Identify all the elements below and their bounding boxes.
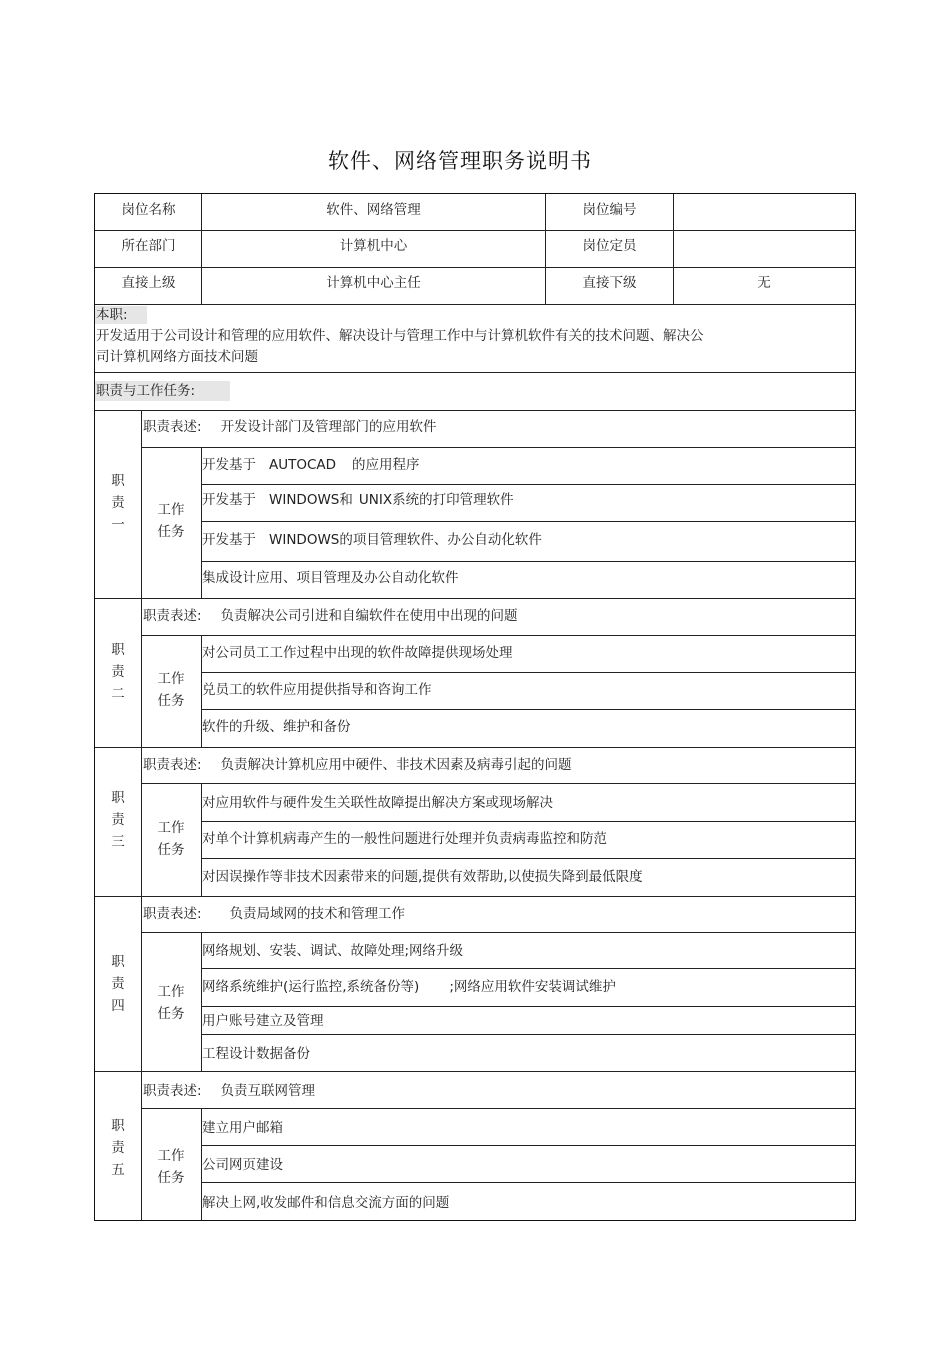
page-title: 软件、网络管理职务说明书 [328,149,592,173]
duty-4-label: 职 责 四 [111,954,125,1014]
grid-line [142,635,855,636]
duty-1-task-2: 开发基于 WINDOWS和 UNIX系统的打印管理软件 [202,492,514,508]
department-value: 计算机中心 [339,238,408,254]
role-label: 本职: [96,307,128,323]
duty-4-tasks-label: 工作 任务 [157,984,185,1022]
duty-4-description: 职责表述: 负责局域网的技术和管理工作 [143,906,406,922]
duty-1-task-1: 开发基于 AUTOCAD 的应用程序 [202,457,420,473]
grid-line [95,304,855,305]
grid-line [202,968,855,969]
position-name-value: 软件、网络管理 [326,202,421,218]
grid-line [142,1108,855,1109]
duty-5-tasks-label: 工作 任务 [157,1148,185,1186]
superior-label: 直接上级 [121,275,176,291]
duty-2-tasks-label: 工作 任务 [157,671,185,709]
grid-line [202,1034,855,1035]
duty-3-task-1: 对应用软件与硬件发生关联性故障提出解决方案或现场解决 [202,795,553,811]
superior-value: 计算机中心主任 [326,275,421,291]
department-label: 所在部门 [121,238,176,254]
duties-label: 职责与工作任务: [96,383,196,399]
duty-3-description: 职责表述: 负责解决计算机应用中硬件、非技术因素及病毒引起的问题 [143,757,572,773]
duty-1-task-3: 开发基于 WINDOWS的项目管理软件、办公自动化软件 [202,532,542,548]
duty-2-task-2: 兑员工的软件应用提供指导和咨询工作 [202,682,432,698]
grid-line [202,484,855,485]
grid-line [95,896,855,897]
grid-line [202,1145,855,1146]
duty-3-task-3: 对因误操作等非技术因素带来的问题,提供有效帮助,以使损失降到最低限度 [202,869,643,885]
grid-line [202,1182,855,1183]
duty-1-label: 职 责 一 [111,473,125,533]
grid-line [95,410,855,411]
role-line-1: 开发适用于公司设计和管理的应用软件、解决设计与管理工作中与计算机软件有关的技术问题、解决公 [96,328,704,344]
duty-4-task-3: 用户账号建立及管理 [202,1013,324,1029]
grid-line [202,521,855,522]
subordinate-label: 直接下级 [582,275,637,291]
duty-5-task-2: 公司网页建设 [202,1157,283,1173]
grid-line [95,747,855,748]
grid-line [202,561,855,562]
position-code-label: 岗位编号 [582,202,637,218]
duty-2-task-1: 对公司员工工作过程中出现的软件故障提供现场处理 [202,645,513,661]
grid-line [202,1006,855,1007]
grid-line [142,447,855,448]
duty-4-task-2: 网络系统维护(运行监控,系统备份等) ;网络应用软件安装调试维护 [202,979,616,995]
duty-2-description: 职责表述: 负责解决公司引进和自编软件在使用中出现的问题 [143,608,518,624]
grid-line [202,709,855,710]
duty-3-tasks-label: 工作 任务 [157,820,185,858]
grid-line [142,932,855,933]
position-name-label: 岗位名称 [121,202,176,218]
duty-1-description: 职责表述: 开发设计部门及管理部门的应用软件 [143,419,437,435]
duty-5-label: 职 责 五 [111,1118,125,1178]
headcount-label: 岗位定员 [582,238,637,254]
grid-line [95,267,855,268]
duty-3-label: 职 责 三 [111,790,125,850]
duty-5-task-3: 解决上网,收发邮件和信息交流方面的问题 [202,1195,450,1211]
grid-line [202,672,855,673]
grid-line [202,821,855,822]
grid-line [95,598,855,599]
duty-4-task-1: 网络规划、安装、调试、故障处理;网络升级 [202,943,464,959]
duty-4-task-4: 工程设计数据备份 [202,1046,310,1062]
duty-2-task-3: 软件的升级、维护和备份 [202,719,351,735]
grid-line [95,230,855,231]
role-line-2: 司计算机网络方面技术问题 [96,349,258,365]
duty-5-description: 职责表述: 负责互联网管理 [143,1083,316,1099]
duty-3-task-2: 对单个计算机病毒产生的一般性问题进行处理并负责病毒监控和防范 [202,831,607,847]
grid-line [202,858,855,859]
duty-1-tasks-label: 工作 任务 [157,502,185,540]
subordinate-value: 无 [757,275,771,291]
grid-line [95,1071,855,1072]
duty-2-label: 职 责 二 [111,642,125,702]
grid-line [95,372,855,373]
grid-line [142,783,855,784]
duty-1-task-4: 集成设计应用、项目管理及办公自动化软件 [202,570,459,586]
duty-5-task-1: 建立用户邮箱 [202,1120,283,1136]
